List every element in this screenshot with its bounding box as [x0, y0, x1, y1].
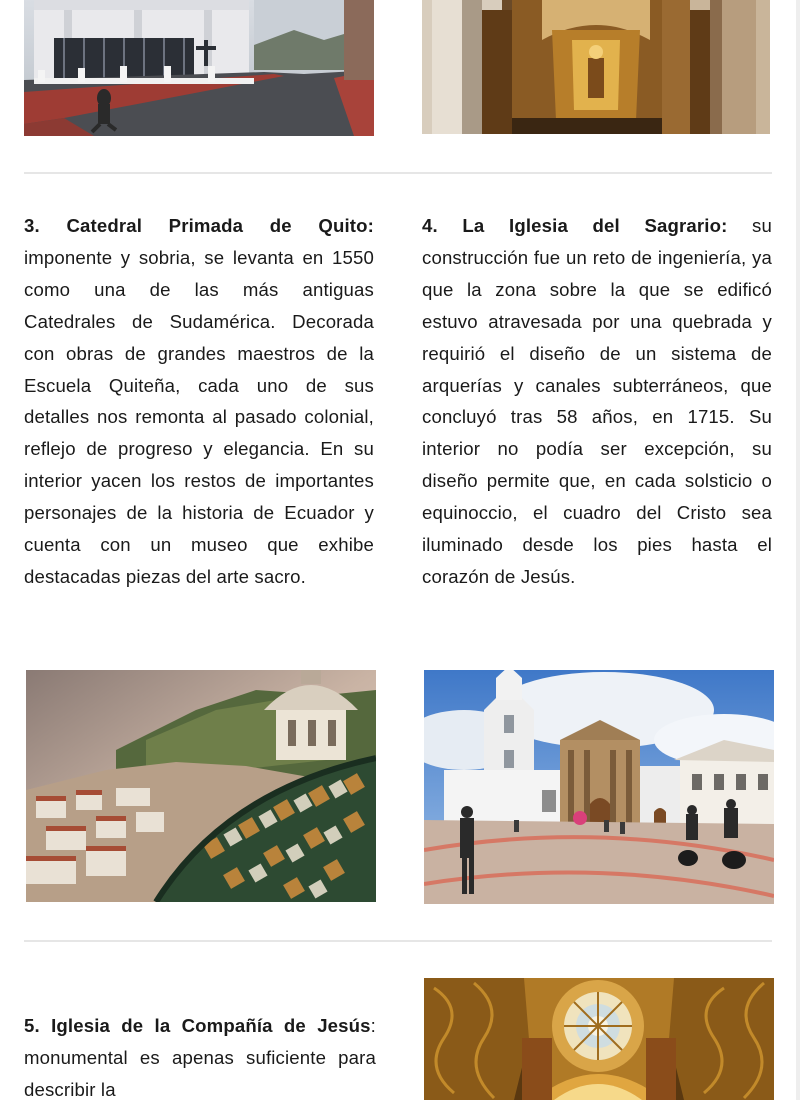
- catedral-primada-title: 3. Catedral Primada de Quito:: [24, 215, 374, 236]
- section-divider: [24, 172, 772, 174]
- street-church-photo: [24, 0, 374, 136]
- cathedral-dome-photo: [26, 670, 376, 902]
- golden-dome-interior-photo: [424, 978, 774, 1100]
- page-edge-shadow: [796, 0, 800, 1100]
- plaza-church-photo: [424, 670, 774, 904]
- compania-jesus-text: : monumental es apenas suficiente para describir la: [24, 1015, 376, 1100]
- compania-jesus-title: 5. Iglesia de la Compañía de Jesús: [24, 1015, 371, 1036]
- iglesia-sagrario-paragraph: [422, 210, 772, 593]
- section-divider: [24, 940, 772, 942]
- church-interior-photo: [422, 0, 770, 134]
- catedral-primada-paragraph: [24, 210, 374, 593]
- compania-jesus-paragraph: [24, 1010, 376, 1106]
- iglesia-sagrario-title: 4. La Iglesia del Sagrario:: [422, 215, 728, 236]
- catedral-primada-text: imponente y sobria, se levanta en 1550 como una de las más antiguas Catedrales de Sudamérica. Decorada con obras de grandes maestros de la Escuela Quiteña, cada uno de sus detalles nos remonta al pasado colonial, reflejo de progreso y elegancia. En su interior yacen los restos de importantes personajes de la historia de Ecuador y cuenta con un museo que exhibe destacadas piezas del arte sacro.: [24, 246, 374, 587]
- iglesia-sagrario-text: su construcción fue un reto de ingeniería, ya que la zona sobre la que se edificó estuvo atravesada por una quebrada y requirió el diseño de un sistema de arquerías y canales subterráneos, que concluyó tras 58 años, en 1715. Su interior no podía ser excepción, su diseño permite que, en cada solsticio o equinoccio, el cuadro del Cristo sea iluminado desde los pies hasta el corazón de Jesús.: [422, 215, 772, 587]
